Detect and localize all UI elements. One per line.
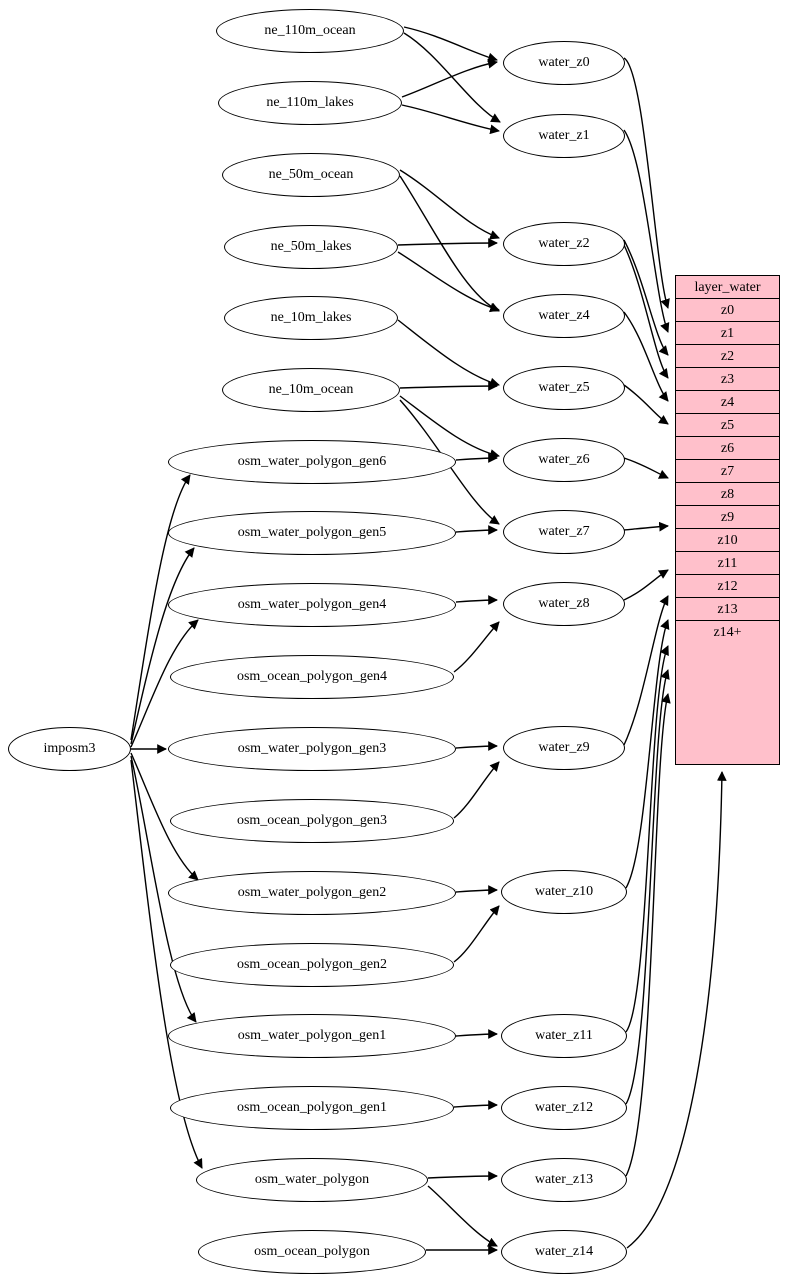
- node-water-z11[interactable]: [501, 1014, 627, 1058]
- node-water-z9[interactable]: [503, 726, 625, 770]
- node-ne-10m-ocean[interactable]: [222, 368, 400, 412]
- layer-water-row-z6[interactable]: z6: [676, 437, 779, 460]
- node-osm-ocean-polygon-gen4[interactable]: [170, 655, 454, 699]
- node-label: osm_ocean_polygon_gen3: [236, 813, 388, 828]
- node-label: water_z6: [538, 452, 590, 467]
- layer-water-row-z12[interactable]: z12: [676, 575, 779, 598]
- node-osm-ocean-polygon-gen3[interactable]: [170, 799, 454, 843]
- node-label: osm_water_polygon_gen3: [237, 741, 387, 756]
- node-ne-50m-lakes[interactable]: [224, 225, 398, 269]
- layer-water-header: layer_water: [676, 276, 779, 299]
- node-water-z6[interactable]: [503, 438, 625, 482]
- node-label: osm_ocean_polygon_gen1: [236, 1100, 388, 1115]
- node-label: water_z7: [538, 524, 590, 539]
- node-water-z10[interactable]: [501, 870, 627, 914]
- node-ne-110m-lakes[interactable]: [218, 81, 402, 125]
- node-label: osm_ocean_polygon: [254, 1244, 370, 1259]
- layer-water-row-z7[interactable]: z7: [676, 460, 779, 483]
- layer-water-row-z3[interactable]: z3: [676, 368, 779, 391]
- node-label: water_z1: [538, 128, 590, 143]
- node-label: water_z4: [538, 308, 590, 323]
- node-label: imposm3: [43, 741, 96, 756]
- node-water-z7[interactable]: [503, 510, 625, 554]
- node-label: water_z14: [534, 1244, 594, 1259]
- node-osm-water-polygon-gen6[interactable]: [168, 440, 456, 484]
- node-water-z1[interactable]: [503, 114, 625, 158]
- node-label: osm_water_polygon_gen2: [237, 885, 387, 900]
- layer-water-row-z5[interactable]: z5: [676, 414, 779, 437]
- node-label: water_z10: [534, 884, 594, 899]
- node-label: osm_water_polygon_gen5: [237, 525, 387, 540]
- node-osm-ocean-polygon-gen2[interactable]: [170, 943, 454, 987]
- layer-water-row-z13[interactable]: z13: [676, 598, 779, 621]
- node-label: osm_water_polygon_gen1: [237, 1028, 387, 1043]
- node-label: water_z13: [534, 1172, 594, 1187]
- layer-water-row-z14plus[interactable]: z14+: [676, 621, 779, 644]
- node-label: water_z5: [538, 380, 590, 395]
- node-label: ne_10m_ocean: [268, 382, 354, 397]
- node-label: osm_ocean_polygon_gen4: [236, 669, 388, 684]
- layer-water-row-z11[interactable]: z11: [676, 552, 779, 575]
- node-osm-water-polygon-gen4[interactable]: [168, 583, 456, 627]
- node-osm-water-polygon-gen3[interactable]: [168, 727, 456, 771]
- node-label: ne_110m_lakes: [266, 95, 354, 110]
- layer-water-row-z9[interactable]: z9: [676, 506, 779, 529]
- node-label: water_z8: [538, 596, 590, 611]
- layer-water-row-z2[interactable]: z2: [676, 345, 779, 368]
- node-label: ne_50m_ocean: [268, 167, 354, 182]
- node-ne-50m-ocean[interactable]: [222, 153, 400, 197]
- node-imposm3[interactable]: [8, 727, 131, 771]
- node-water-z4[interactable]: [503, 294, 625, 338]
- node-ne-110m-ocean[interactable]: [216, 9, 404, 53]
- node-label: osm_ocean_polygon_gen2: [236, 957, 388, 972]
- node-osm-water-polygon-gen2[interactable]: [168, 871, 456, 915]
- layer-water-row-z4[interactable]: z4: [676, 391, 779, 414]
- node-water-z13[interactable]: [501, 1158, 627, 1202]
- node-water-z2[interactable]: [503, 222, 625, 266]
- node-label: ne_110m_ocean: [264, 23, 356, 38]
- node-label: water_z9: [538, 740, 590, 755]
- layer-water-row-z0[interactable]: z0: [676, 299, 779, 322]
- node-label: ne_10m_lakes: [270, 310, 352, 325]
- layer-water-row-z10[interactable]: z10: [676, 529, 779, 552]
- node-osm-ocean-polygon[interactable]: [198, 1230, 426, 1274]
- node-osm-ocean-polygon-gen1[interactable]: [170, 1086, 454, 1130]
- node-osm-water-polygon-gen5[interactable]: [168, 511, 456, 555]
- node-label: osm_water_polygon_gen6: [237, 454, 387, 469]
- node-water-z5[interactable]: [503, 366, 625, 410]
- node-water-z12[interactable]: [501, 1086, 627, 1130]
- node-label: water_z12: [534, 1100, 594, 1115]
- node-label: water_z0: [538, 55, 590, 70]
- node-label: ne_50m_lakes: [270, 239, 352, 254]
- node-label: osm_water_polygon: [254, 1172, 370, 1187]
- layer-water-row-z8[interactable]: z8: [676, 483, 779, 506]
- node-label: water_z11: [535, 1028, 593, 1043]
- node-osm-water-polygon-gen1[interactable]: [168, 1014, 456, 1058]
- node-water-z14[interactable]: [501, 1230, 627, 1274]
- node-osm-water-polygon[interactable]: [196, 1158, 428, 1202]
- layer-water-row-z1[interactable]: z1: [676, 322, 779, 345]
- node-water-z8[interactable]: [503, 582, 625, 626]
- node-water-z0[interactable]: [503, 41, 625, 85]
- node-label: water_z2: [538, 236, 590, 251]
- node-layer-water[interactable]: [675, 275, 780, 765]
- node-label: osm_water_polygon_gen4: [237, 597, 387, 612]
- node-ne-10m-lakes[interactable]: [224, 296, 398, 340]
